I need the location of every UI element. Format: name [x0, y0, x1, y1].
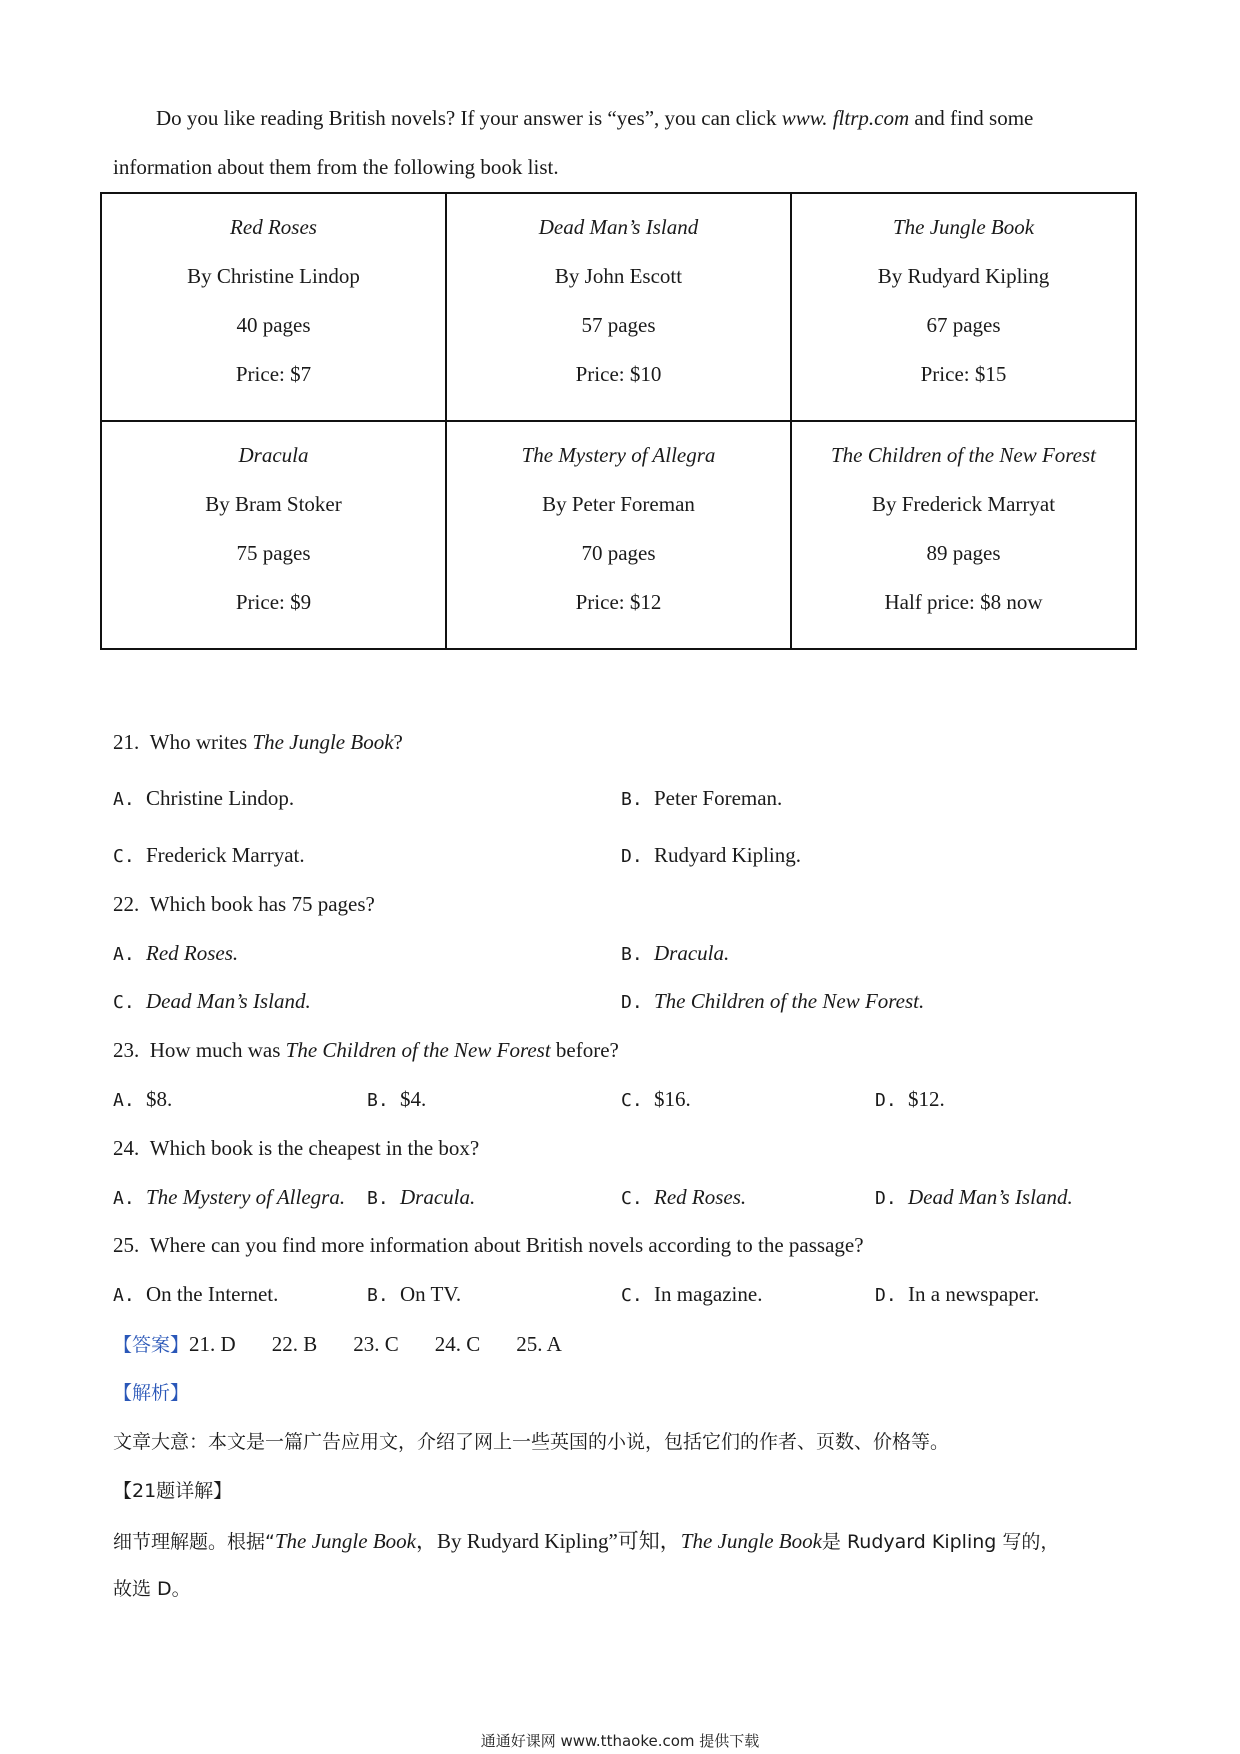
option-text: $12. — [908, 1087, 945, 1111]
option-text: $4. — [400, 1087, 427, 1111]
intro-line-2: information about them from the following book list. — [113, 155, 559, 179]
option-b[interactable] — [621, 786, 782, 811]
detail-italic: The Jungle Book — [274, 1529, 416, 1553]
book-title: Red Roses — [230, 215, 317, 239]
book-author: By Bram Stoker — [205, 492, 342, 516]
question-text: Which book has 75 pages? — [149, 892, 375, 916]
book-price: Price: $12 — [575, 590, 662, 614]
answer-item: 21. D — [189, 1332, 236, 1356]
option-label: A. — [113, 944, 135, 965]
option-text: $8. — [146, 1087, 173, 1111]
question-number: 22. — [113, 892, 140, 916]
option-label: A. — [113, 1188, 135, 1209]
book-author: By John Escott — [554, 264, 683, 288]
option-text: The Children of the New Forest. — [654, 989, 925, 1013]
book-author: By Christine Lindop — [187, 264, 360, 288]
answer-line — [113, 1330, 598, 1357]
option-c[interactable] — [113, 989, 311, 1014]
book-price: Price: $7 — [235, 362, 312, 386]
book-title: The Jungle Book — [892, 215, 1035, 239]
book-cell — [446, 193, 791, 421]
option-text: The Mystery of Allegra. — [146, 1185, 346, 1209]
question-number: 25. — [113, 1233, 140, 1257]
book-title: The Mystery of Allegra — [521, 443, 716, 467]
table-row — [101, 421, 1136, 649]
option-c[interactable] — [621, 1185, 746, 1210]
question-22 — [113, 892, 375, 917]
option-text: Frederick Marryat. — [146, 843, 305, 867]
answer-item: 24. C — [434, 1332, 481, 1356]
option-text: Dracula. — [400, 1185, 476, 1209]
option-label: A. — [113, 789, 135, 810]
book-title: Dead Man’s Island — [538, 215, 699, 239]
answer-item: 23. C — [353, 1332, 399, 1356]
answer-item: 25. A — [516, 1332, 562, 1356]
detail-line-2: 故选 D。 — [113, 1578, 191, 1600]
option-label: D. — [621, 846, 643, 867]
option-label: B. — [367, 1090, 389, 1111]
book-price: Price: $10 — [575, 362, 662, 386]
intro-text-a: Do you like reading British novels? If your answer is “yes”, you can click — [156, 106, 782, 130]
book-price: Half price: $8 now — [884, 590, 1043, 614]
option-text: Dead Man’s Island. — [146, 989, 311, 1013]
book-pages: 67 pages — [926, 313, 1001, 337]
option-label: C. — [621, 1090, 643, 1111]
book-list-table — [100, 192, 1137, 650]
detail-title: 【21题详解】 — [113, 1480, 233, 1502]
option-text: Rudyard Kipling. — [654, 843, 801, 867]
option-a[interactable] — [113, 1185, 345, 1210]
option-text: In a newspaper. — [908, 1282, 1040, 1306]
question-25 — [113, 1233, 864, 1258]
question-text: Where can you find more information about British novels according to the passage? — [149, 1233, 864, 1257]
analysis-summary: 文章大意：本文是一篇广告应用文，介绍了网上一些英国的小说，包括它们的作者、页数、价格等。 — [113, 1431, 950, 1453]
question-23 — [113, 1038, 619, 1063]
book-title: The Children of the New Forest — [830, 443, 1096, 467]
option-c[interactable] — [113, 843, 305, 868]
option-label: C. — [113, 992, 135, 1013]
question-number: 23. — [113, 1038, 140, 1062]
option-text: In magazine. — [654, 1282, 763, 1306]
option-d[interactable] — [875, 1185, 1073, 1210]
book-author: By Frederick Marryat — [871, 492, 1056, 516]
option-text: On TV. — [400, 1282, 462, 1306]
book-cell — [791, 193, 1136, 421]
book-cell — [791, 421, 1136, 649]
option-label: A. — [113, 1090, 135, 1111]
intro-link[interactable]: www. fltrp.com — [781, 106, 910, 130]
option-text: Dracula. — [654, 941, 730, 965]
page-footer: 通通好课网 www.tthaoke.com 提供下载 — [480, 1732, 760, 1750]
option-b[interactable] — [367, 1087, 426, 1112]
question-text-italic: The Children of the New Forest — [285, 1038, 551, 1062]
option-label: D. — [875, 1090, 897, 1111]
book-pages: 57 pages — [581, 313, 656, 337]
option-d[interactable] — [875, 1282, 1039, 1307]
option-label: B. — [367, 1285, 389, 1306]
option-label: B. — [621, 789, 643, 810]
intro-line-1 — [156, 106, 1033, 131]
option-label: C. — [621, 1285, 643, 1306]
option-b[interactable] — [367, 1282, 461, 1307]
option-text: Red Roses. — [654, 1185, 747, 1209]
option-label: B. — [621, 944, 643, 965]
book-pages: 89 pages — [926, 541, 1001, 565]
option-text: Christine Lindop. — [146, 786, 295, 810]
question-number: 21. — [113, 730, 140, 754]
question-24 — [113, 1136, 479, 1161]
option-c[interactable] — [621, 1087, 691, 1112]
question-text: Who writes — [149, 730, 253, 754]
book-price: Price: $9 — [235, 590, 312, 614]
analysis-tag: 【解析】 — [113, 1382, 190, 1404]
option-label: D. — [621, 992, 643, 1013]
detail-text: 细节理解题。根据“ — [113, 1531, 275, 1553]
option-label: C. — [621, 1188, 643, 1209]
table-row — [101, 193, 1136, 421]
book-author: By Rudyard Kipling — [877, 264, 1050, 288]
detail-text: ，By Rudyard Kipling”可知， — [415, 1529, 681, 1553]
option-label: B. — [367, 1188, 389, 1209]
option-d[interactable] — [875, 1087, 945, 1112]
answer-item: 22. B — [271, 1332, 318, 1356]
option-a[interactable] — [113, 786, 294, 811]
book-cell — [446, 421, 791, 649]
book-title: Dracula — [238, 443, 309, 467]
book-price: Price: $15 — [920, 362, 1007, 386]
question-21 — [113, 730, 403, 755]
option-text: Dead Man’s Island. — [908, 1185, 1073, 1209]
option-label: D. — [875, 1188, 897, 1209]
detail-text: 是 Rudyard Kipling 写的， — [821, 1531, 1060, 1553]
option-text: On the Internet. — [146, 1282, 279, 1306]
detail-line-1 — [113, 1525, 1059, 1555]
option-d[interactable] — [621, 843, 801, 868]
question-text-italic: The Jungle Book — [252, 730, 394, 754]
question-text: before? — [550, 1038, 619, 1062]
option-label: C. — [113, 846, 135, 867]
option-label: A. — [113, 1285, 135, 1306]
option-b[interactable] — [367, 1185, 475, 1210]
option-text: Peter Foreman. — [654, 786, 783, 810]
option-a[interactable] — [113, 1087, 172, 1112]
option-b[interactable] — [621, 941, 729, 966]
answer-tag: 【答案】 — [113, 1334, 190, 1356]
option-c[interactable] — [621, 1282, 762, 1307]
book-pages: 75 pages — [236, 541, 311, 565]
option-label: D. — [875, 1285, 897, 1306]
question-text: How much was — [149, 1038, 286, 1062]
option-a[interactable] — [113, 941, 238, 966]
question-text: Which book is the cheapest in the box? — [149, 1136, 480, 1160]
book-pages: 70 pages — [581, 541, 656, 565]
book-pages: 40 pages — [236, 313, 311, 337]
option-a[interactable] — [113, 1282, 278, 1307]
option-text: Red Roses. — [146, 941, 239, 965]
question-number: 24. — [113, 1136, 140, 1160]
book-cell — [101, 193, 446, 421]
book-author: By Peter Foreman — [542, 492, 695, 516]
option-text: $16. — [654, 1087, 691, 1111]
question-text: ? — [393, 730, 403, 754]
option-d[interactable] — [621, 989, 924, 1014]
detail-italic: The Jungle Book — [680, 1529, 822, 1553]
book-cell — [101, 421, 446, 649]
intro-text-b: and find some — [909, 106, 1034, 130]
